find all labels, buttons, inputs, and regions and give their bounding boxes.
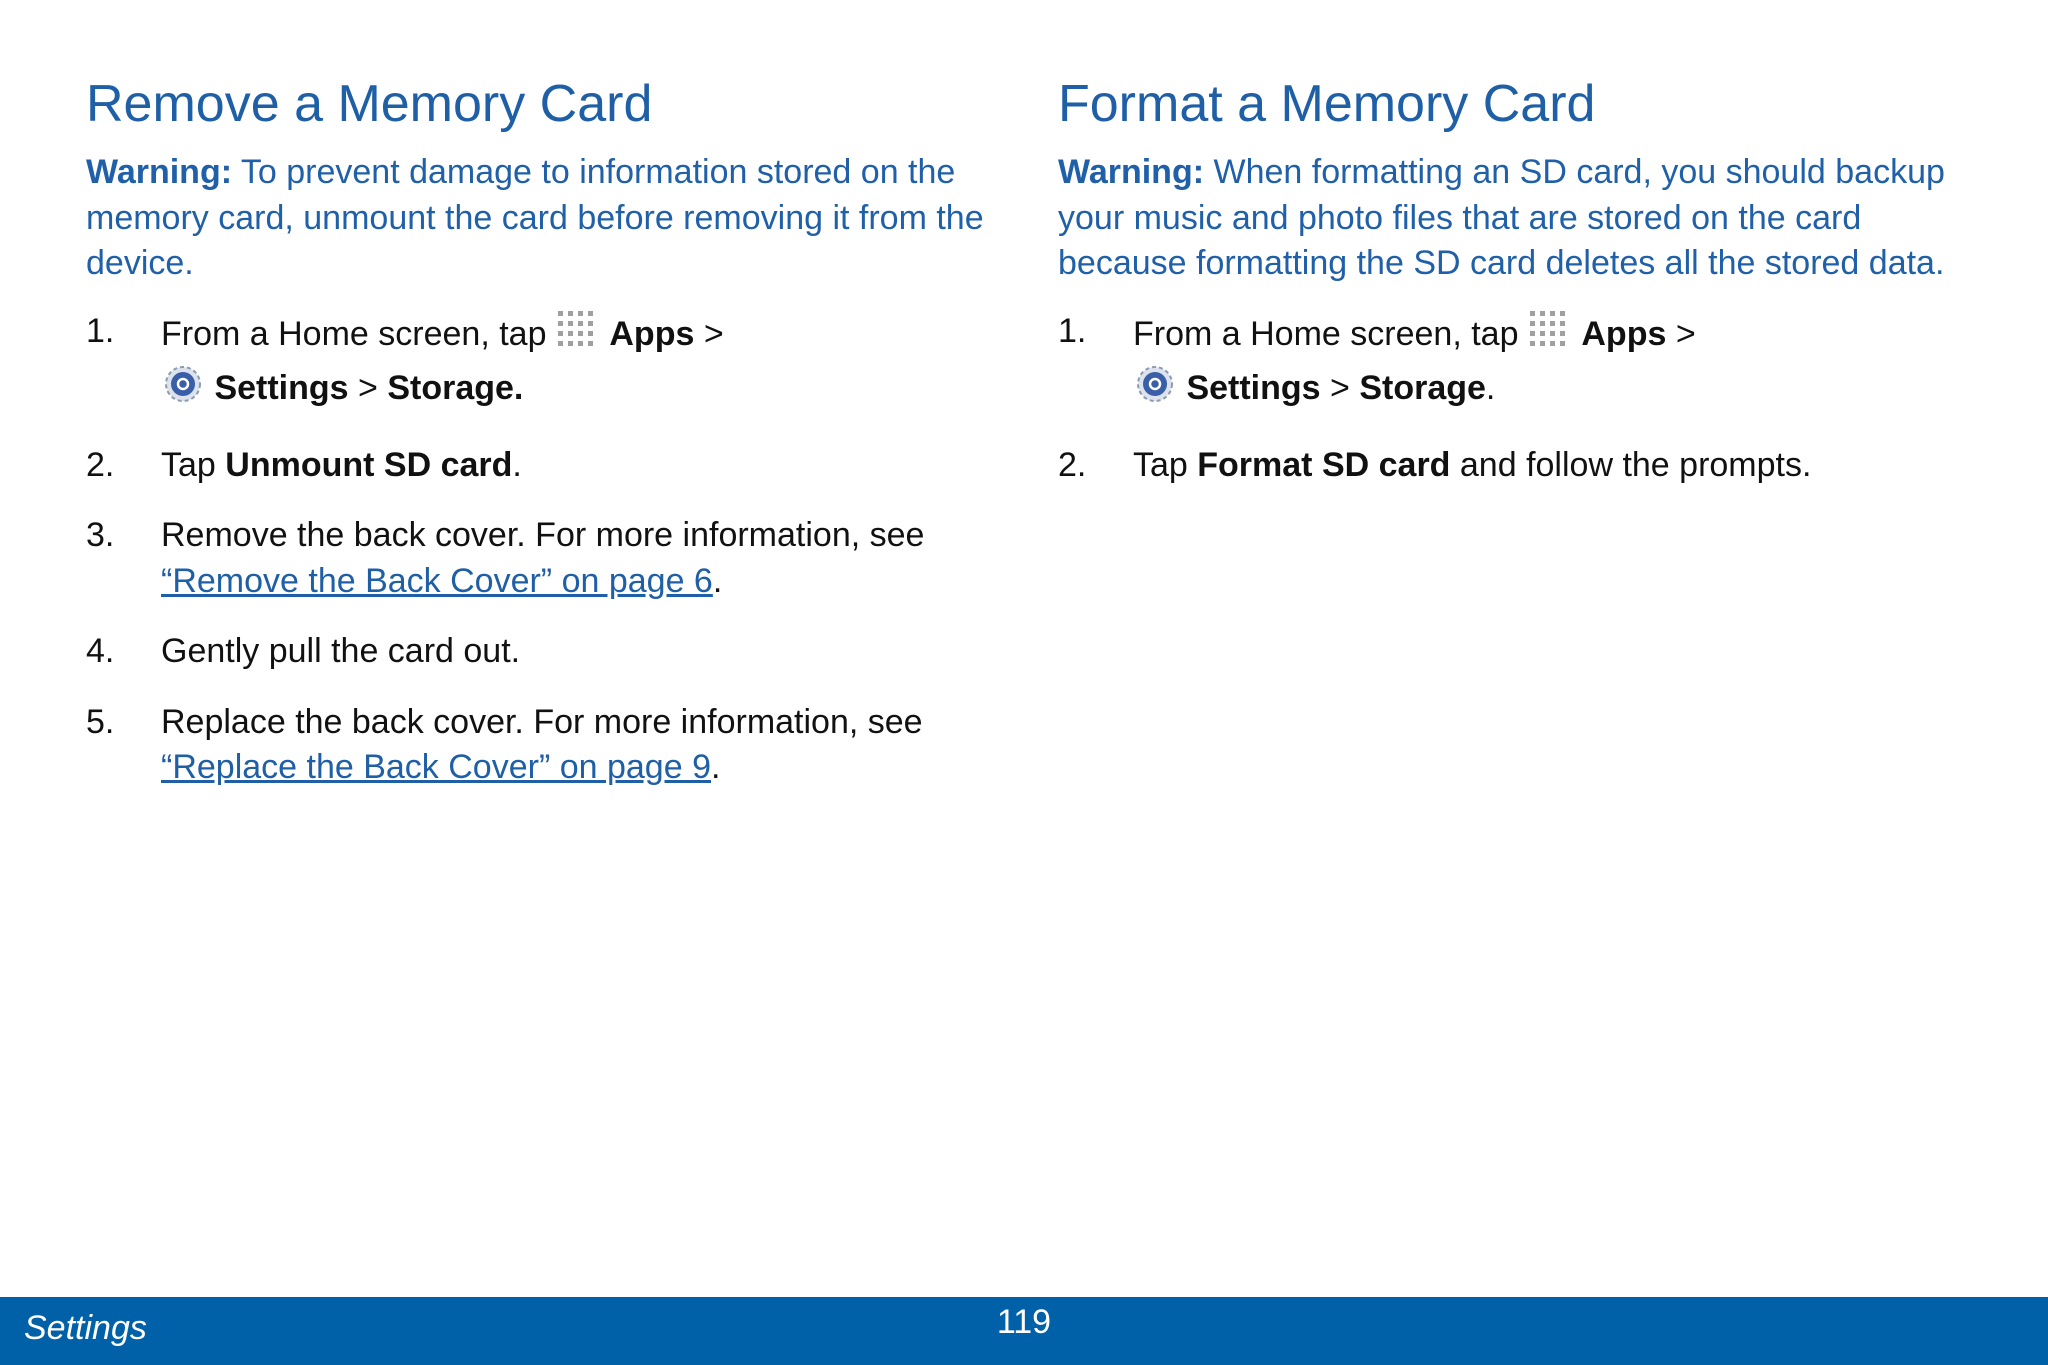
- separator: >: [348, 369, 388, 407]
- format-sd-card-label: Format SD card: [1197, 445, 1451, 484]
- step-number: 2.: [86, 445, 115, 484]
- settings-label: Settings: [1186, 369, 1321, 407]
- step-number: 1.: [86, 311, 115, 350]
- step-text-end: .: [712, 561, 723, 600]
- step-3: [86, 513, 1006, 604]
- step-list: [86, 309, 1006, 791]
- format-memory-card-section: [1058, 70, 1978, 513]
- step-number: 2.: [1058, 445, 1087, 484]
- apps-label: Apps: [609, 314, 695, 353]
- step-text-end: .: [512, 445, 522, 484]
- step-text: Tap: [1133, 445, 1198, 484]
- step-text: Tap: [161, 445, 226, 484]
- warning-label: Warning:: [1058, 153, 1205, 191]
- remove-back-cover-link[interactable]: “Remove the Back Cover” on page 6: [161, 561, 713, 600]
- warning-note: [86, 150, 1006, 287]
- footer-section-name: Settings: [24, 1309, 147, 1347]
- unmount-sd-card-label: Unmount SD card: [225, 445, 513, 484]
- settings-label: Settings: [214, 369, 349, 407]
- warning-note: [1058, 150, 1978, 287]
- warning-label: Warning:: [86, 153, 233, 191]
- step-text: Replace the back cover. For more information, see: [161, 702, 923, 741]
- step-number: 4.: [86, 632, 115, 670]
- section-title: Format a Memory Card: [1058, 75, 1596, 133]
- step-number: 5.: [86, 702, 115, 741]
- step-text: Remove the back cover. For more information, see: [161, 516, 925, 554]
- step-text-end: and follow the prompts.: [1450, 445, 1812, 484]
- storage-label: Storage: [1359, 369, 1486, 407]
- settings-gear-icon: [161, 363, 205, 418]
- step-2: [86, 443, 1006, 489]
- step-4: [86, 629, 1006, 675]
- page-number: 119: [996, 1303, 1052, 1341]
- step-number: 1.: [1058, 311, 1087, 350]
- section-title: Remove a Memory Card: [86, 75, 653, 133]
- step-number: 3.: [86, 516, 115, 554]
- step-text-end: .: [710, 748, 721, 786]
- step-1: [1058, 309, 1978, 418]
- warning-text: To prevent damage to information stored on the memory card, unmount the card before removing it from the device.: [86, 153, 984, 282]
- step-list: [1058, 309, 1978, 489]
- apps-grid-icon: [556, 309, 600, 364]
- step-2: [1058, 443, 1978, 489]
- footer-bar: [0, 1297, 2048, 1365]
- step-text: From a Home screen, tap: [1133, 314, 1528, 353]
- settings-gear-icon: [1133, 363, 1177, 418]
- storage-label: Storage.: [387, 369, 524, 407]
- warning-text: When formatting an SD card, you should backup your music and photo files that are stored on the card because formatting the SD card deletes all the stored data.: [1058, 153, 1945, 282]
- step-text: Gently pull the card out.: [161, 632, 521, 670]
- step-text: From a Home screen, tap: [161, 314, 556, 353]
- replace-back-cover-link[interactable]: “Replace the Back Cover” on page 9: [161, 748, 711, 786]
- remove-memory-card-section: [86, 70, 1006, 816]
- separator: >: [694, 314, 724, 353]
- apps-grid-icon: [1528, 309, 1572, 364]
- separator: >: [1666, 314, 1696, 353]
- separator: >: [1320, 369, 1360, 407]
- step-1: [86, 309, 1006, 418]
- apps-label: Apps: [1581, 314, 1667, 353]
- step-text-end: .: [1485, 369, 1496, 407]
- step-5: [86, 700, 1006, 791]
